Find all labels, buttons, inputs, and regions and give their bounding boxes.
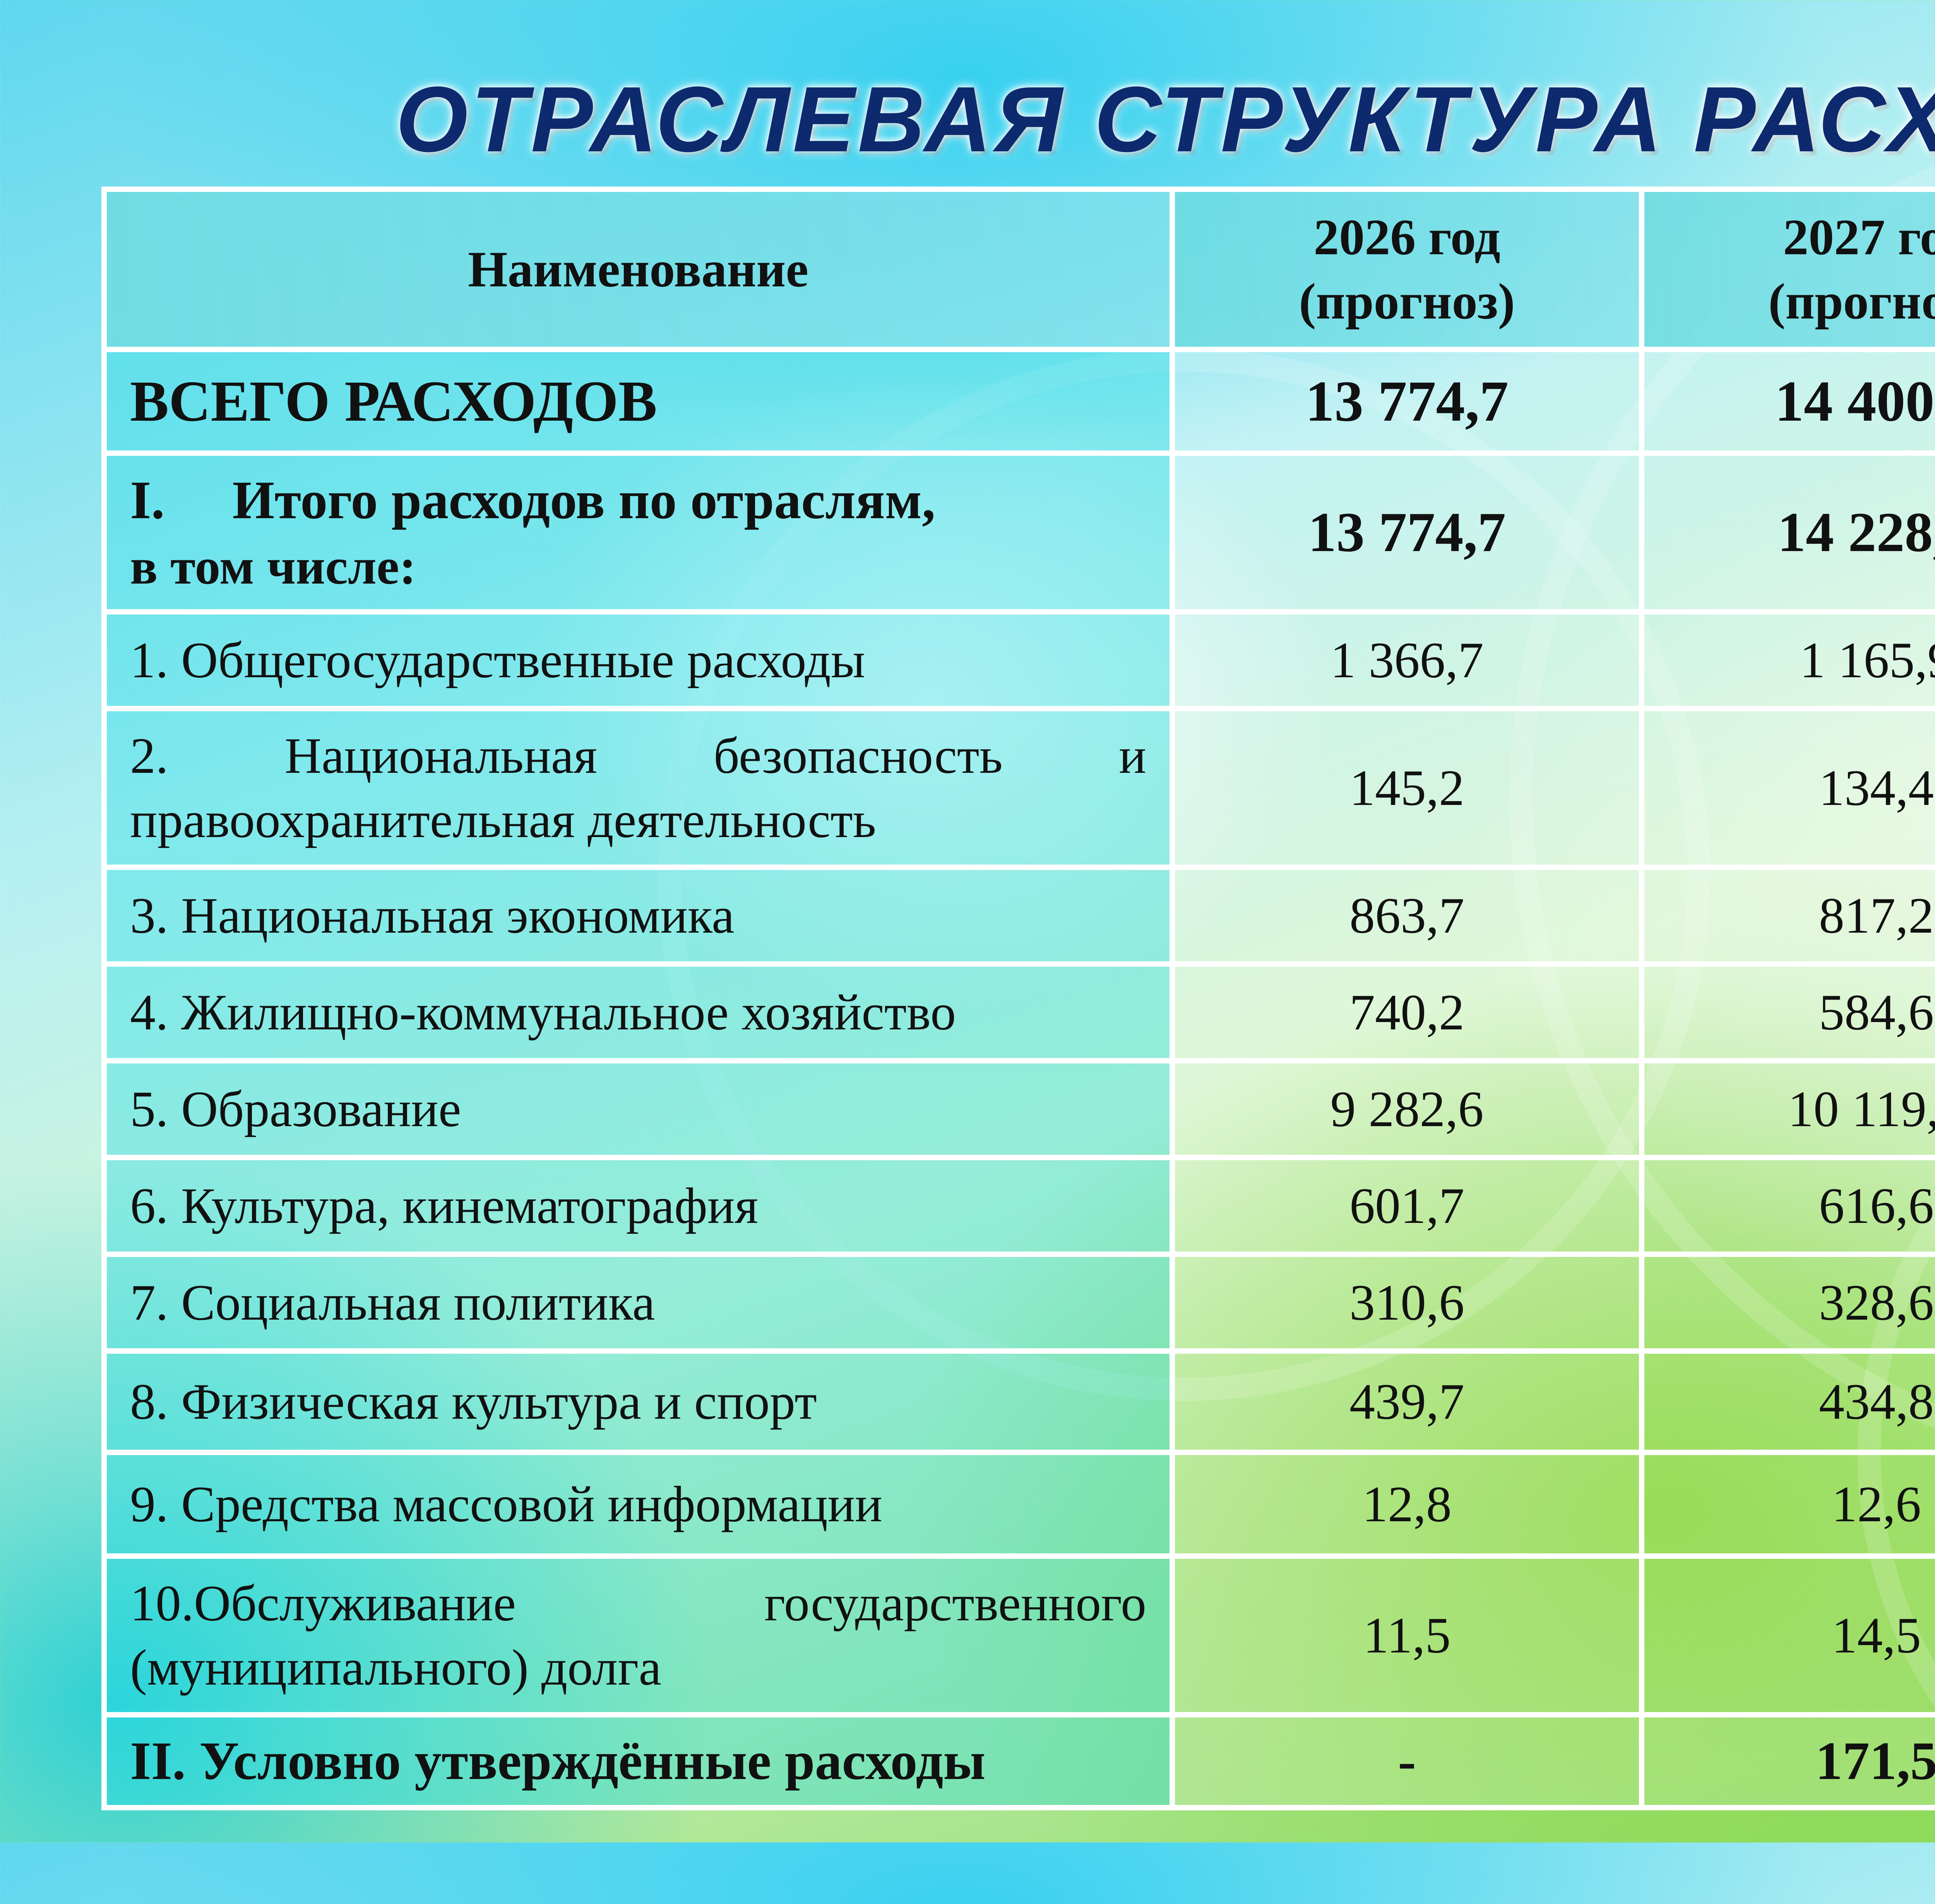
value-2027: 584,6: [1642, 964, 1935, 1061]
value-2027: 14 400: [1642, 349, 1935, 453]
value-2026: 13 774,7: [1172, 453, 1642, 612]
value-2026: 863,7: [1172, 867, 1642, 964]
value-2026: 310,6: [1172, 1254, 1642, 1351]
value-2027: 616,6: [1642, 1157, 1935, 1254]
value-2027: 1 165,: [1642, 612, 1935, 709]
row-name: II. Условно утверждённые расходы: [104, 1715, 1172, 1808]
row-name: 4. Жилищно-коммунальное хозяйство: [104, 964, 1172, 1061]
value-2027: 14 228: [1642, 453, 1935, 612]
value-2027: 12,6: [1642, 1452, 1935, 1556]
value-2026: 13 774,7: [1172, 349, 1642, 453]
header-2027-year: 2027 го: [1668, 205, 1935, 269]
value-2026: 601,7: [1172, 1157, 1642, 1254]
value-2026: 1 366,7: [1172, 612, 1642, 709]
value-2026: 740,2: [1172, 964, 1642, 1061]
value-2027: 134,4: [1642, 709, 1935, 867]
row-name: 7. Социальная политика: [104, 1254, 1172, 1351]
value-2026: 9 282,6: [1172, 1061, 1642, 1157]
value-2027: 328,6: [1642, 1254, 1935, 1351]
value-2027: 14,5: [1642, 1556, 1935, 1715]
row-name: 5. Образование: [104, 1061, 1172, 1157]
page-title: ОТРАСЛЕВАЯ СТРУКТУРА РАСХ: [0, 66, 1935, 173]
row-name: 3. Национальная экономика: [104, 867, 1172, 964]
value-2027: 171,5: [1642, 1715, 1935, 1808]
header-2026-year: 2026 год: [1198, 205, 1616, 269]
row-name: 6. Культура, кинематография: [104, 1157, 1172, 1254]
row-name: 2. Национальная безопасность и правоохранительная деятельность: [104, 709, 1172, 867]
header-2026-note: (прогноз): [1198, 269, 1616, 334]
row-name: 9. Средства массовой информации: [104, 1452, 1172, 1556]
value-2026: 12,8: [1172, 1452, 1642, 1556]
row-name-line2: в том числе:: [130, 534, 1146, 599]
value-2026: -: [1172, 1715, 1642, 1808]
value-2027: 817,2: [1642, 867, 1935, 964]
value-2026: 439,7: [1172, 1351, 1642, 1452]
value-2027: 10 119: [1642, 1061, 1935, 1157]
row-name-line1: I. Итого расходов по отраслям,: [130, 466, 1146, 534]
row-name: 8. Физическая культура и спорт: [104, 1351, 1172, 1452]
header-name: Наименование: [104, 189, 1172, 349]
row-name: 1. Общегосударственные расходы: [104, 612, 1172, 709]
row-name: 10.Обслуживание государственного (муниципального) долга: [104, 1556, 1172, 1715]
header-2027-note: (прогно: [1668, 269, 1935, 334]
value-2027: 434,8: [1642, 1351, 1935, 1452]
value-2026: 145,2: [1172, 709, 1642, 867]
row-name: ВСЕГО РАСХОДОВ: [104, 349, 1172, 453]
value-2026: 11,5: [1172, 1556, 1642, 1715]
